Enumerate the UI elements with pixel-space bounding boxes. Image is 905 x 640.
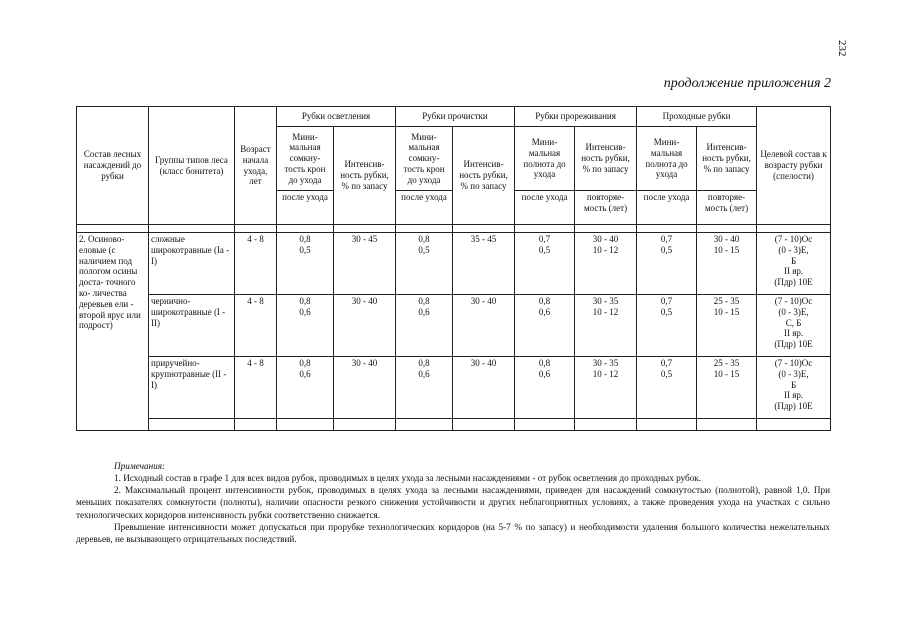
note-1: 1. Исходный состав в графе 1 для всех видов рубок, проводимых в целях ухода за лесными насаждениями - от рубок осветления до проходных рубок. <box>114 473 702 484</box>
header-thinning-intensity: Интенсив- ность рубки, % по запасу <box>575 127 637 191</box>
cell: 0,8 0,6 <box>515 295 575 357</box>
header-start-age: Возраст начала ухода, лет <box>235 107 277 225</box>
cell: 30 - 35 10 - 12 <box>575 295 637 357</box>
header-cleaning-cuts: Рубки прочистки <box>396 107 515 127</box>
cell: 30 - 45 <box>334 233 396 295</box>
cell: 30 - 40 <box>334 295 396 357</box>
cell: 30 - 40 <box>453 357 515 419</box>
row-target: (7 - 10)Ос (0 - 3)Е, Б II яр. (Пдр) 10Е <box>757 233 831 295</box>
row-age: 4 - 8 <box>235 233 277 295</box>
header-passage-intensity: Интенсив- ность рубки, % по запасу <box>697 127 757 191</box>
header-lighting-min: Мини- мальная сомкну- тость крон до ухода <box>277 127 334 191</box>
cell: 0,8 0,5 <box>396 233 453 295</box>
cell: 0,7 0,5 <box>637 233 697 295</box>
silviculture-table <box>76 106 831 431</box>
row-age: 4 - 8 <box>235 295 277 357</box>
cell: 35 - 45 <box>453 233 515 295</box>
header-thinning-cuts: Рубки прореживания <box>515 107 637 127</box>
note-2: 2. Максимальный процент интенсивности рубок, проводимых в целях ухода за лесными насаждениями, приведен для насаждений сомкнутостью (полнотой), равной 1,0. При меньших показателях сомкнутости (полноты), наличии опасности резкого снижения устойчивости и других неблагоприятных условиях, а также проведения ухода на участках с сильно технологических коридоров интенсивность рубки соответственно снижается. <box>76 485 830 520</box>
composition-cell: 2. Осиново- еловые (с наличием под пологом осины доста- точного ко- личества деревьев ели - второй ярус или подрост) <box>77 233 149 431</box>
continuation-title: продолжение приложения 2 <box>663 76 831 91</box>
header-thinning-repeat: повторяе- мость (лет) <box>575 191 637 225</box>
row-age: 4 - 8 <box>235 357 277 419</box>
header-passage-after: после ухода <box>637 191 697 225</box>
header-passage-min: Мини- мальная полнота до ухода <box>637 127 697 191</box>
row-group: чернично- широкотравные (I - II) <box>149 295 235 357</box>
cell: 25 - 35 10 - 15 <box>697 357 757 419</box>
header-composition: Состав лесных насаждений до рубки <box>77 107 149 225</box>
cell: 30 - 40 10 - 15 <box>697 233 757 295</box>
note-3: Превышение интенсивности может допускаться при прорубке технологических коридоров (на 5-7 % по запасу) и необходимости удаления большого количества нежелательных деревьев, не вызывающего отрицательных последствий. <box>76 521 830 544</box>
cell: 0,8 0,6 <box>277 295 334 357</box>
row-target: (7 - 10)Ос (0 - 3)Е, С, Б II яр. (Пдр) 10Е <box>757 295 831 357</box>
header-cleaning-after: после ухода <box>396 191 453 225</box>
cell: 0,7 0,5 <box>637 357 697 419</box>
cell: 30 - 35 10 - 12 <box>575 357 637 419</box>
header-cleaning-intensity: Интенсив- ность рубки, % по запасу <box>453 127 515 225</box>
row-target: (7 - 10)Ос (0 - 3)Е, Б II яр. (Пдр) 10Е <box>757 357 831 419</box>
cell: 25 - 35 10 - 15 <box>697 295 757 357</box>
cell: 30 - 40 10 - 12 <box>575 233 637 295</box>
header-target-composition: Целевой состав к возрасту рубки (спелости) <box>757 107 831 225</box>
cell: 30 - 40 <box>334 357 396 419</box>
notes-title: Примечания: <box>114 461 166 471</box>
cell: 0,8 0,6 <box>396 357 453 419</box>
cell: 0,7 0,5 <box>637 295 697 357</box>
table-row <box>77 233 831 295</box>
row-group: сложные широкотравные (Ia - I) <box>149 233 235 295</box>
page-number: 232 <box>836 40 848 57</box>
notes <box>76 460 830 545</box>
header-lighting-cuts: Рубки осветления <box>277 107 396 127</box>
header-lighting-after: после ухода <box>277 191 334 225</box>
table-row <box>77 295 831 357</box>
header-thinning-after: после ухода <box>515 191 575 225</box>
header-passage-repeat: повторяе- мость (лет) <box>697 191 757 225</box>
table-row <box>77 357 831 419</box>
header-passage-cuts: Проходные рубки <box>637 107 757 127</box>
cell: 0,8 0,6 <box>515 357 575 419</box>
cell: 0,7 0,5 <box>515 233 575 295</box>
cell: 0,8 0,6 <box>277 357 334 419</box>
cell: 0,8 0,6 <box>396 295 453 357</box>
header-forest-groups: Группы типов леса (класс бонитета) <box>149 107 235 225</box>
header-lighting-intensity: Интенсив- ность рубки, % по запасу <box>334 127 396 225</box>
header-cleaning-min: Мини- мальная сомкну- тость крон до ухода <box>396 127 453 191</box>
cell: 30 - 40 <box>453 295 515 357</box>
header-thinning-min: Мини- мальная полнота до ухода <box>515 127 575 191</box>
row-group: приручейно- крупнотравные (II - I) <box>149 357 235 419</box>
cell: 0,8 0,5 <box>277 233 334 295</box>
